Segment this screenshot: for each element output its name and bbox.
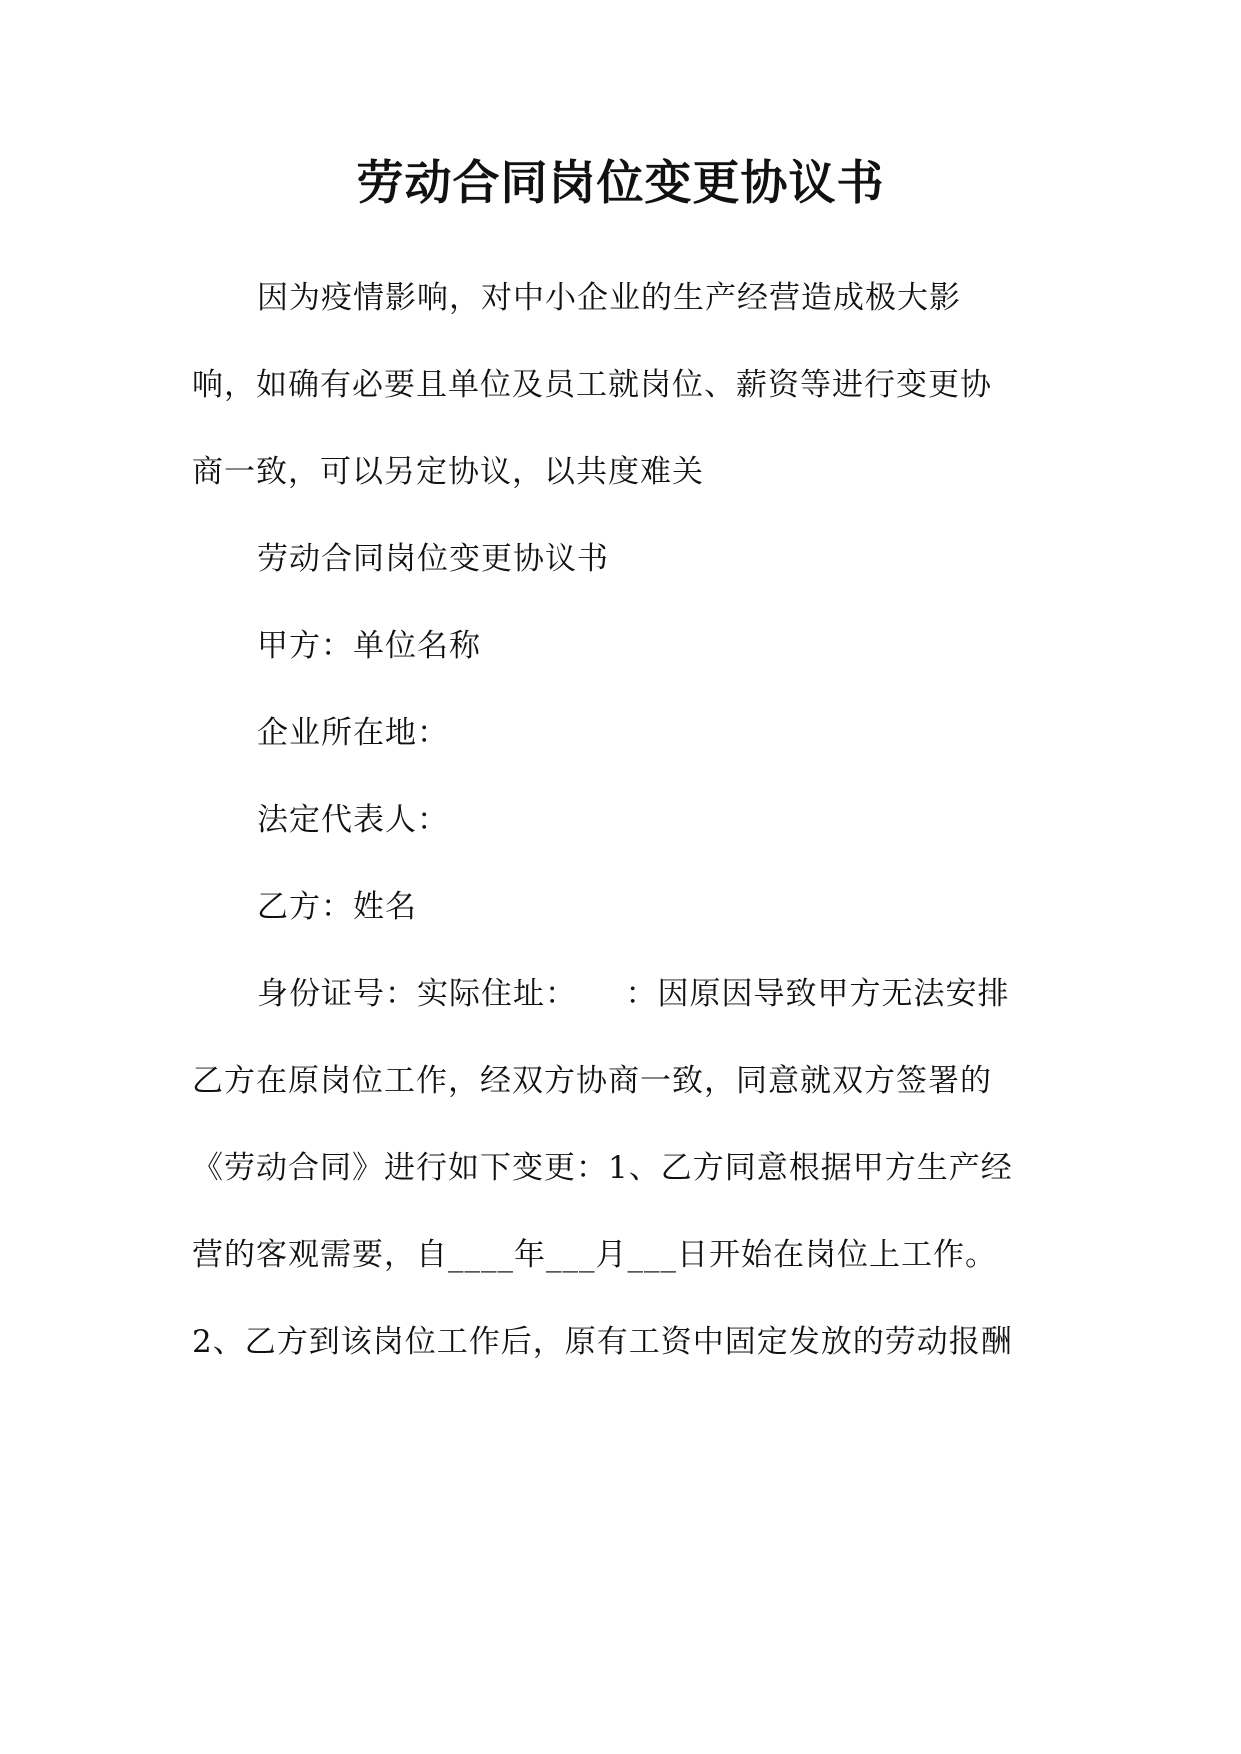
document-title: 劳动合同岗位变更协议书: [356, 156, 885, 211]
party-b-line: 乙方：姓名: [257, 889, 417, 925]
body-line-4: 营的客观需要，自____年___月___日开始在岗位上工作。: [192, 1237, 997, 1273]
body-line-2: 乙方在原岗位工作，经双方协商一致，同意就双方签署的: [192, 1063, 992, 1099]
paragraph-line-3: 商一致，可以另定协议，以共度难关: [192, 454, 704, 490]
company-location-line: 企业所在地：: [257, 715, 449, 751]
body-line-5: 2、乙方到该岗位工作后，原有工资中固定发放的劳动报酬: [192, 1324, 1013, 1360]
legal-representative-line: 法定代表人：: [257, 802, 449, 838]
body-line-1: 身份证号：实际住址： ：因原因导致甲方无法安排: [257, 976, 1010, 1012]
paragraph-line-1: 因为疫情影响，对中小企业的生产经营造成极大影: [257, 280, 961, 316]
body-line-3: 《劳动合同》进行如下变更：1、乙方同意根据甲方生产经: [192, 1150, 1013, 1186]
agreement-heading-line: 劳动合同岗位变更协议书: [257, 541, 609, 577]
party-a-line: 甲方：单位名称: [257, 628, 481, 664]
paragraph-line-2: 响，如确有必要且单位及员工就岗位、薪资等进行变更协: [192, 367, 992, 403]
